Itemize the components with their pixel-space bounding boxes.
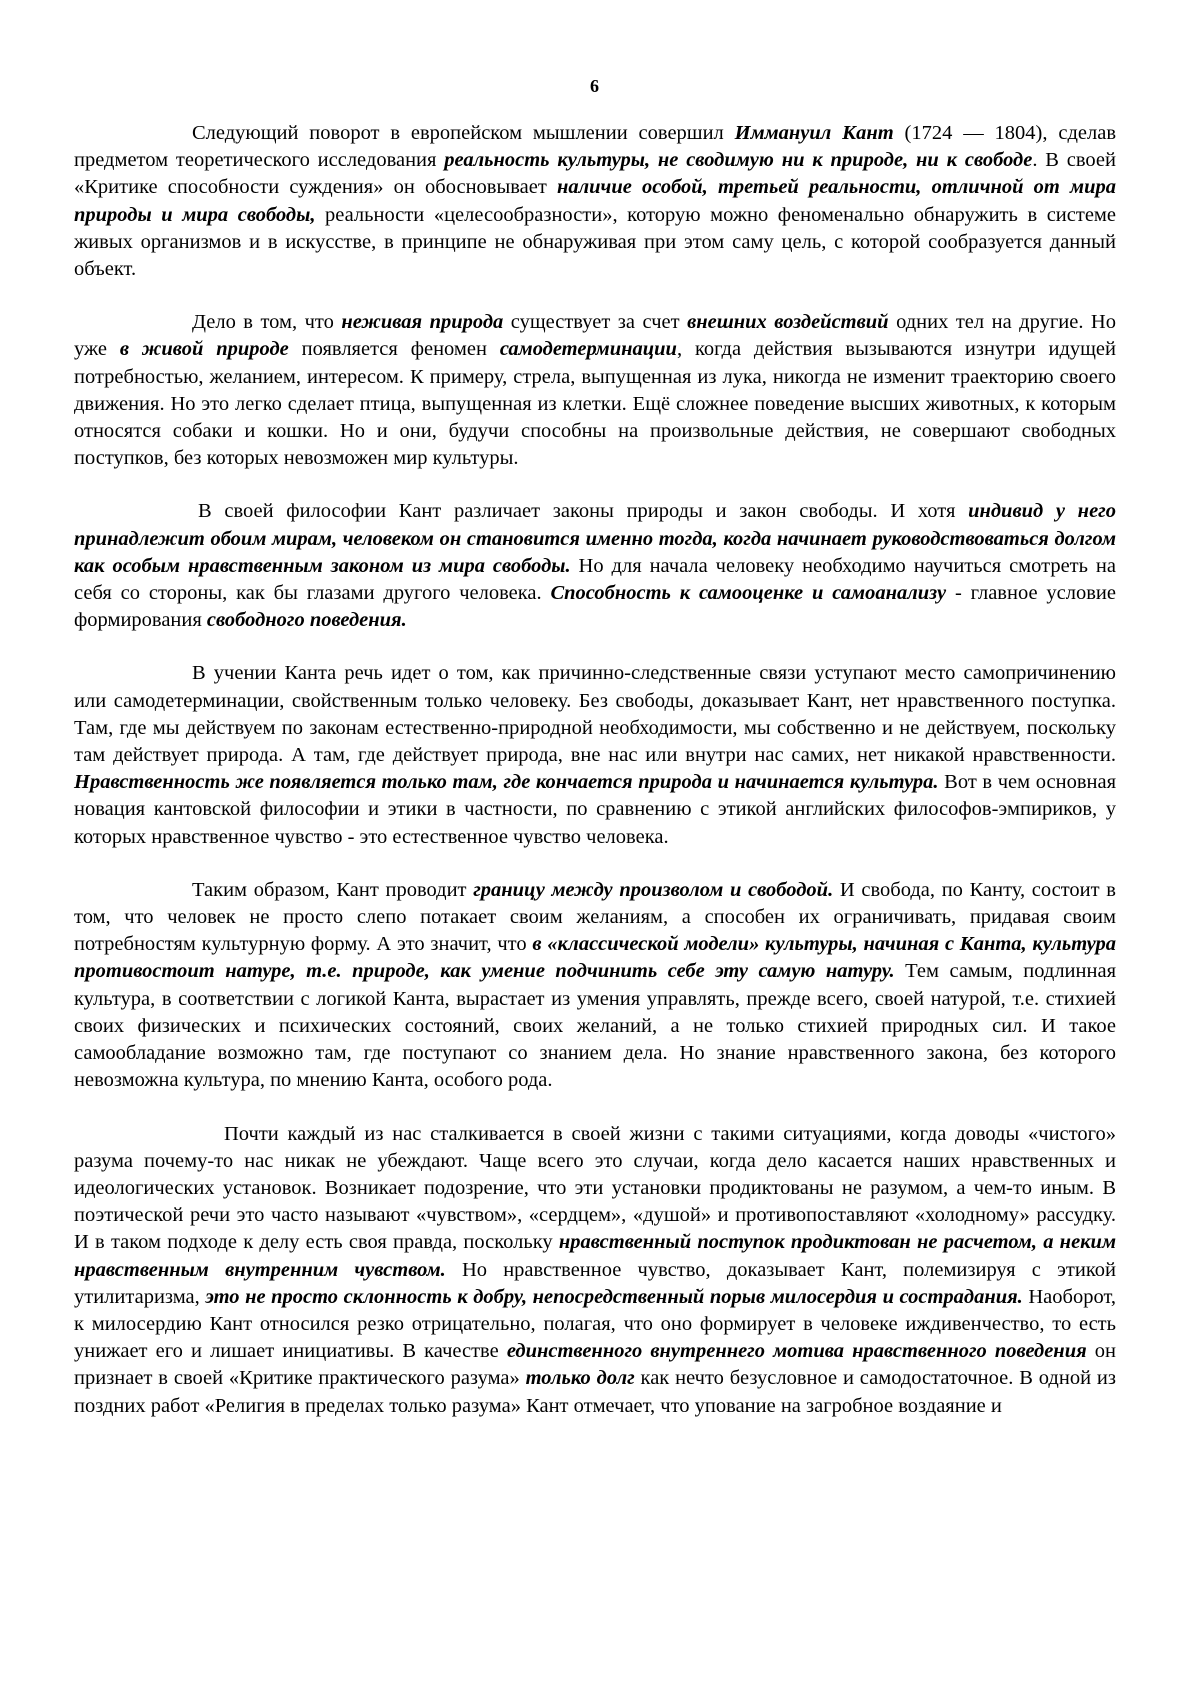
- text-run: существует за счет: [503, 311, 688, 334]
- text-run: одних тел на другие. Но уже: [74, 311, 1116, 361]
- emphasis-text: Иммануил Кант: [734, 122, 894, 144]
- text-run: (1724 — 1804), сделав предметом теоретического исследования: [74, 122, 1116, 172]
- text-run: Вот в чем основная новация кантовской философии и этики в частности, по сравнению с этикой английских философов-эмпириков, у которых нравственное чувство - это естественное чувство человека.: [74, 771, 1117, 848]
- emphasis-text: нравственный поступок продиктован не расчетом, а неким нравственным внутренним чувством.: [74, 1231, 1116, 1281]
- paragraph-4: [74, 660, 1116, 850]
- emphasis-text: Способность к самооценке и самоанализу: [550, 582, 947, 605]
- emphasis-text: индивид у него принадлежит обоим мирам, человеком он становится именно тогда, когда начинает руководствоваться долгом как особым нравственным законом из мира свободы.: [74, 500, 1116, 577]
- text-run: Но для начала человеку необходимо научиться смотреть на себя со стороны, как бы глазами другого человека.: [74, 554, 1116, 605]
- text-run: Дело в том, что: [192, 311, 342, 334]
- text-run: И свобода, по Канту, состоит в том, что человек не просто слепо потакает своим желаниям, а способен их ограничивать, придавая своим потребностям культурную форму. А это значит, что: [74, 878, 1116, 956]
- emphasis-text: свободного поведения.: [206, 609, 407, 632]
- text-run: он признает в своей «Критике практического разума»: [74, 1340, 1116, 1390]
- text-run: Тем самым, подлинная культура, в соответствии с логикой Канта, вырастает из умения управлять, прежде всего, своей натурой, т.е. стихией своих физических и психических состояний, своих желаний, а не только стихией природных сил. И такое самообладание возможно там, где поступают со знанием дела. Но знание нравственного закона, без которого невозможна культура, по мнению Канта, особого рода.: [74, 960, 1116, 1092]
- text-run: В учении Канта речь идет о том, как причинно-следственные связи уступают место самопричинению или самодетерминации, свойственным только человеку. Без свободы, доказывает Кант, нет нравственного поступка. Там, где мы действуем по законам естественно-природной необходимости, мы собственно и не действуем, поскольку там действует природа. А там, где действует природа, вне нас или внутри нас самих, нет никакой нравственности.: [74, 662, 1116, 767]
- paragraph-2: [74, 309, 1116, 472]
- paragraph-1: [74, 120, 1116, 283]
- text-run: Следующий поворот в европейском мышлении совершил: [192, 122, 735, 144]
- text-run: как нечто безусловное и самодостаточное. В одной из поздних работ «Религия в пределах только разума» Кант отмечает, что упование на загробное воздаяние и: [74, 1367, 1116, 1417]
- emphasis-text: в «классической модели» культуры, начиная с Канта, культура противостоит натуре, т.е. природе, как умение подчинить себе эту самую натуру.: [74, 933, 1116, 983]
- text-run: Таким образом, Кант проводит: [192, 878, 474, 901]
- text-run: , когда действия вызываются изнутри идущей потребностью, желанием, интересом. К примеру, стрела, выпущенная из лука, никогда не изменит траекторию своего движения. Но это легко сделает птица, выпущенная из клетки. Ещё сложнее поведение высших животных, к которым относятся собаки и кошки. Но и они, будучи способны на произвольные действия, не совершают свободных поступков, без которых невозможен мир культуры.: [74, 338, 1117, 470]
- text-run: появляется феномен: [288, 338, 500, 361]
- emphasis-text: в живой природе: [119, 338, 289, 361]
- emphasis-text: самодетерминации: [499, 338, 677, 361]
- paragraph-3: [74, 498, 1116, 634]
- page-number: 6: [590, 76, 599, 96]
- paragraph-5: [74, 877, 1116, 1095]
- text-run: В своей философии Кант различает законы природы и закон свободы. И хотя: [198, 500, 969, 523]
- emphasis-text: внешних воздействий: [687, 311, 889, 334]
- emphasis-text: единственного внутреннего мотива нравственного поведения: [506, 1340, 1087, 1363]
- text-run: Почти каждый из нас сталкивается в своей жизни с такими ситуациями, когда доводы «чистого» разума почему-то нас никак не убеждают. Чаще всего это случаи, когда дело касается наших нравственных и идеологических установок. Возникает подозрение, что эти установки продиктованы не разумом, а чем-то иным. В поэтической речи это часто называют «чувством», «сердцем», «душой» и противопоставляют «холодному» рассудку. И в таком подходе к делу есть своя правда, поскольку: [74, 1122, 1116, 1254]
- emphasis-text: Нравственность же появляется только там, где кончается природа и начинается культура.: [74, 771, 939, 794]
- paragraph-6: [74, 1121, 1116, 1420]
- text-run: Наоборот, к милосердию Кант относился резко отрицательно, полагая, что оно формирует в человеке иждивенчество, то есть унижает его и лишает инициативы. В качестве: [74, 1285, 1116, 1363]
- emphasis-text: реальность культуры, не сводимую ни к природе, ни к свободе: [444, 149, 1033, 172]
- emphasis-text: это не просто склонность к добру, непосредственный порыв милосердия и сострадания.: [205, 1285, 1023, 1308]
- text-run: реальности «целесообразности», которую можно феноменально обнаружить в системе живых организмов и в искусстве, в принципе не обнаруживая при этом саму цель, с которой сообразуется данный объект.: [74, 203, 1116, 281]
- body-text: [74, 120, 1116, 1446]
- emphasis-text: границу между произволом и свободой.: [473, 878, 834, 901]
- text-run: - главное условие формирования: [74, 582, 1116, 632]
- emphasis-text: наличие особой, третьей реальности, отличной от мира природы и мира свободы,: [74, 176, 1116, 226]
- text-run: Но нравственное чувство, доказывает Кант, полемизируя с этикой утилитаризма,: [74, 1258, 1116, 1308]
- emphasis-text: неживая природа: [341, 311, 504, 334]
- text-run: . В своей «Критике способности суждения» он обосновывает: [74, 149, 1116, 199]
- emphasis-text: только долг: [525, 1367, 635, 1390]
